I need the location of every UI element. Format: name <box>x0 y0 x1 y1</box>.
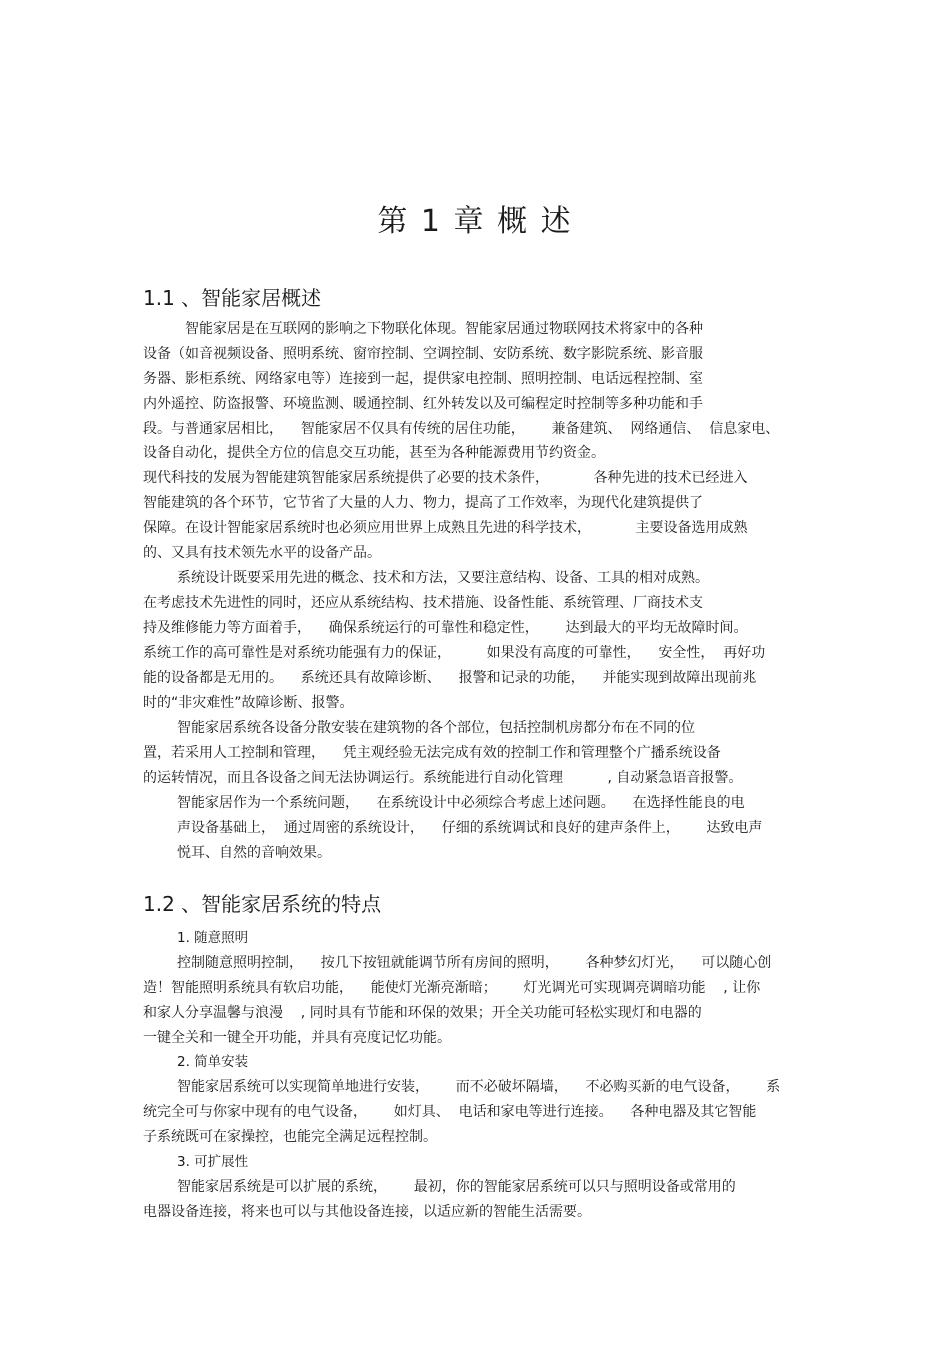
paragraph-line: 智能家居作为一个系统问题， 在系统设计中必须综合考虑上述问题。 在选择性能良的电 <box>177 795 745 811</box>
paragraph-line: 电器设备连接，将来也可以与其他设备连接，以适应新的智能生活需要。 <box>143 1204 591 1220</box>
paragraph-line: 智能家居系统可以实现简单地进行安装， 而不必破坏隔墙， 不必购买新的电气设备， 系 <box>177 1079 781 1095</box>
paragraph-line: 段。与普通家居相比， 智能家居不仅具有传统的居住功能， 兼备建筑、 网络通信、 信息家电、 <box>143 421 780 437</box>
paragraph-line: 的运转情况，而且各设备之间无法协调运行。系统能进行自动化管理 , 自动紧急语音报警。 <box>143 770 743 786</box>
paragraph-line: 控制随意照明控制， 按几下按钮就能调节所有房间的照明， 各种梦幻灯光， 可以随心创 <box>177 955 772 971</box>
paragraph-line: 声设备基础上， 通过周密的系统设计， 仔细的系统调试和良好的建声条件上， 达致电声 <box>177 820 763 836</box>
subsection-title-extensibility: 3. 可扩展性 <box>177 1154 249 1170</box>
paragraph-line: 的、又具有技术领先水平的设备产品。 <box>143 545 381 561</box>
subsection-title-installation: 2. 简单安装 <box>177 1054 249 1070</box>
paragraph-line: 设备自动化，提供全方位的信息交互功能，甚至为各种能源费用节约资金。 <box>143 445 605 461</box>
paragraph-line: 置，若采用人工控制和管理， 凭主观经验无法完成有效的控制工作和管理整个广播系统设备 <box>143 745 721 761</box>
paragraph-line: 持及维修能力等方面着手， 确保系统运行的可靠性和稳定性， 达到最大的平均无故障时间。 <box>143 620 748 636</box>
paragraph-line: 一键全关和一键全开功能，并具有亮度记忆功能。 <box>143 1030 451 1046</box>
paragraph-line: 系统设计既要采用先进的概念、技术和方法，又要注意结构、设备、工具的相对成熟。 <box>177 570 709 586</box>
paragraph-line: 内外遥控、防盗报警、环境监测、暖通控制、红外转发以及可编程定时控制等多种功能和手 <box>143 396 703 412</box>
paragraph-line: 现代科技的发展为智能建筑智能家居系统提供了必要的技术条件， 各种先进的技术已经进入 <box>143 470 748 486</box>
chapter-title: 第 1 章 概 述 <box>377 204 573 239</box>
paragraph-line: 系统工作的高可靠性是对系统功能强有力的保证， 如果没有高度的可靠性， 安全性， 再好功 <box>143 645 766 661</box>
paragraph-line: 悦耳、自然的音响效果。 <box>177 845 331 861</box>
paragraph-line: 造！智能照明系统具有软启功能， 能使灯光渐亮渐暗； 灯光调光可实现调亮调暗功能 , 让你 <box>143 980 761 996</box>
section-heading-1-2: 1.2 、智能家居系统的特点 <box>143 892 382 916</box>
paragraph-line: 时的“非灾难性”故障诊断、报警。 <box>143 695 354 711</box>
subsection-title-lighting: 1. 随意照明 <box>177 930 249 946</box>
paragraph-line: 子系统既可在家操控，也能完全满足远程控制。 <box>143 1129 437 1145</box>
section-heading-1-1: 1.1 、智能家居概述 <box>143 286 322 310</box>
paragraph-line: 智能建筑的各个环节，它节省了大量的人力、物力，提高了工作效率，为现代化建筑提供了 <box>143 495 703 511</box>
paragraph-line: 智能家居系统各设备分散安装在建筑物的各个部位，包括控制机房都分布在不同的位 <box>177 720 695 736</box>
paragraph-line: 智能家居是在互联网的影响之下物联化体现。智能家居通过物联网技术将家中的各种 <box>185 321 703 337</box>
paragraph-line: 在考虑技术先进性的同时，还应从系统结构、技术措施、设备性能、系统管理、厂商技术支 <box>143 595 703 611</box>
paragraph-line: 能的设备都是无用的。 系统还具有故障诊断、 报警和记录的功能， 并能实现到故障出现前兆 <box>143 670 757 686</box>
paragraph-line: 和家人分享温馨与浪漫 , 同时具有节能和环保的效果；开全关功能可轻松实现灯和电器的 <box>143 1005 702 1021</box>
paragraph-line: 统完全可与你家中现有的电气设备， 如灯具、 电话和家电等进行连接。 各种电器及其它智能 <box>143 1104 757 1120</box>
paragraph-line: 务器、影柜系统、网络家电等）连接到一起，提供家电控制、照明控制、电话远程控制、室 <box>143 371 703 387</box>
paragraph-line: 智能家居系统是可以扩展的系统， 最初，你的智能家居系统可以只与照明设备或常用的 <box>177 1179 736 1195</box>
paragraph-line: 设备（如音视频设备、照明系统、窗帘控制、空调控制、安防系统、数字影院系统、影音服 <box>143 346 703 362</box>
paragraph-line: 保障。在设计智能家居系统时也必须应用世界上成熟且先进的科学技术， 主要设备选用成熟 <box>143 520 748 536</box>
